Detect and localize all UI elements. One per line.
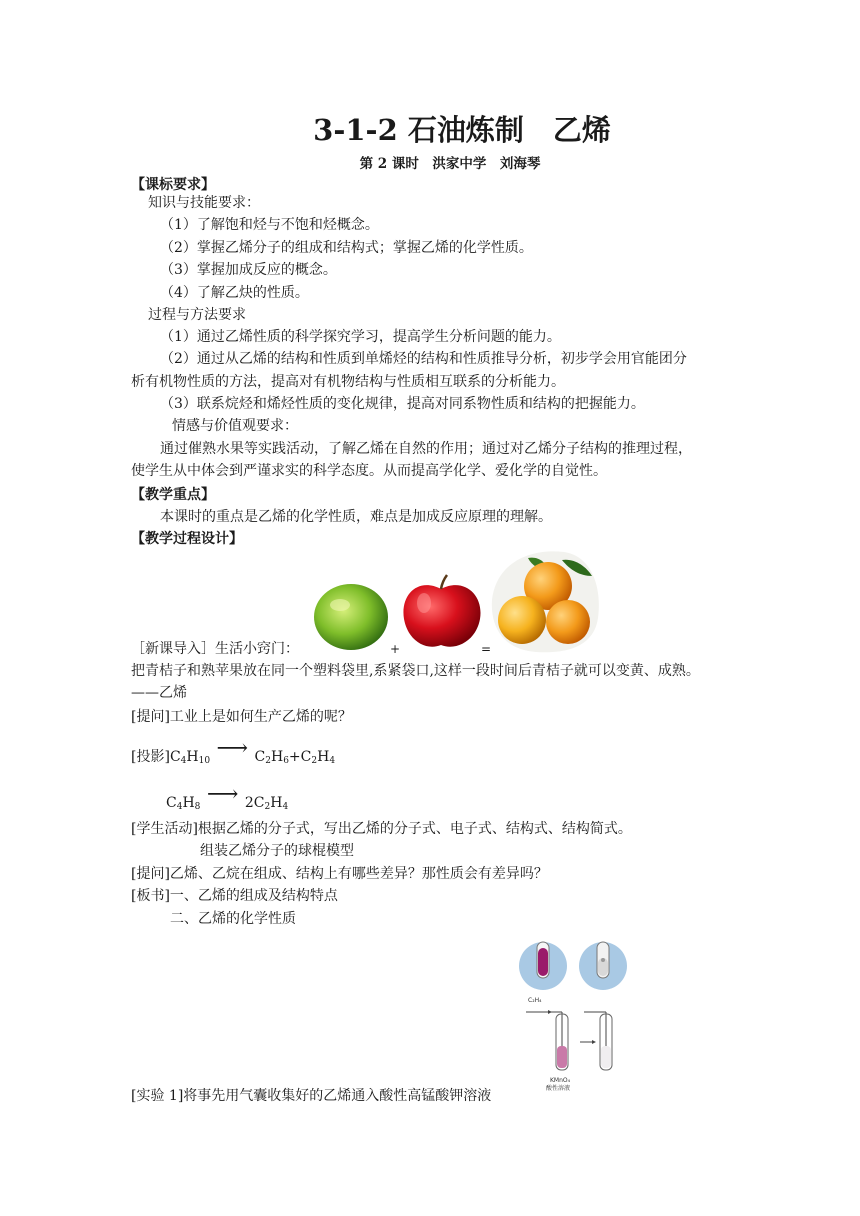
eq2-right-n2: 4 xyxy=(282,802,289,812)
projection-label: [投影] xyxy=(131,749,170,765)
board-note-1: [板书]一、乙烯的组成及结构特点 xyxy=(131,888,338,904)
eq1-right-c: C xyxy=(254,749,266,765)
equation-2 xyxy=(166,782,289,818)
section-process-heading: 【教学过程设计】 xyxy=(131,531,243,547)
kmno4-experiment-illustration xyxy=(510,940,640,1100)
eq1-right-h: H xyxy=(270,749,284,765)
eq1-right-n3: 2 xyxy=(311,756,318,766)
red-apple-image xyxy=(398,573,484,651)
equals-sign: = xyxy=(481,642,492,656)
intro-text: 把青桔子和熟苹果放在同一个塑料袋里,系紧袋口,这样一段时间后青桔子就可以变黄、成熟。 xyxy=(131,663,700,679)
eq1-left-n1: 4 xyxy=(180,756,187,766)
section-key-heading: 【教学重点】 xyxy=(131,487,215,503)
eq1-left-h: H xyxy=(186,749,199,765)
board-note-2: 二、乙烯的化学性质 xyxy=(170,911,296,927)
ripe-oranges-image xyxy=(488,548,602,654)
eq2-left-c: C xyxy=(166,795,177,811)
process-item: 析有机物性质的方法，提高对有机物结构与性质相互联系的分析能力。 xyxy=(131,374,565,390)
plus-sign: + xyxy=(390,642,401,656)
question-2: [提问]乙烯、乙烷在组成、结构上有哪些差异？那性质会有差异吗？ xyxy=(131,866,548,882)
knowledge-heading: 知识与技能要求： xyxy=(148,195,260,211)
emotion-text: 通过催熟水果等实践活动，了解乙烯在自然的作用；通过对乙烯分子结构的推理过程， xyxy=(160,441,692,457)
question-1: [提问]工业上是如何生产乙烯的呢？ xyxy=(131,709,352,725)
knowledge-item: （3）掌握加成反应的概念。 xyxy=(160,262,337,278)
equation-1 xyxy=(131,736,336,772)
student-activity: [学生活动]根据乙烯的分子式，写出乙烯的分子式、电子式、结构式、结构简式。 xyxy=(131,821,632,837)
knowledge-item: （4）了解乙炔的性质。 xyxy=(160,285,309,301)
process-item: （3）联系烷烃和烯烃性质的变化规律，提高对同系物性质和结构的把握能力。 xyxy=(160,396,645,412)
reagent-label-2: 酸性溶液 xyxy=(546,1085,571,1092)
page-subtitle: 第 2 课时 洪家中学 刘海琴 xyxy=(359,156,541,172)
knowledge-item: （1）了解饱和烃与不饱和烃概念。 xyxy=(160,217,379,233)
eq1-right-n2: 6 xyxy=(283,756,289,766)
student-activity-2: 组装乙烯分子的球棍模型 xyxy=(200,843,354,859)
eq1-left-c: C xyxy=(169,749,181,765)
emotion-heading: 情感与价值观要求： xyxy=(172,418,298,434)
emotion-text: 使学生从中体会到严谨求实的科学态度。从而提高学化学、爱化学的自觉性。 xyxy=(131,463,607,479)
knowledge-item: （2）掌握乙烯分子的组成和结构式；掌握乙烯的化学性质。 xyxy=(160,240,533,256)
eq1-right-n1: 2 xyxy=(265,756,271,766)
experiment-1: [实验 1]将事先用气囊收集好的乙烯通入酸性高锰酸钾溶液 xyxy=(131,1088,492,1104)
eq2-left-n1: 4 xyxy=(176,802,183,812)
eq2-left-h: H xyxy=(182,795,195,811)
eq2-right-h: H xyxy=(270,795,283,811)
gas-label: C₂H₄ xyxy=(528,997,542,1004)
eq2-right-n1: 2 xyxy=(264,802,271,812)
eq1-right-plus-c: +C xyxy=(288,749,312,765)
section-standards-heading: 【课标要求】 xyxy=(131,177,215,193)
reagent-label: KMnO₄ xyxy=(550,1077,571,1084)
green-orange-image xyxy=(310,580,392,652)
eq1-right-h2: H xyxy=(317,749,330,765)
process-item: （1）通过乙烯性质的科学探究学习，提高学生分析问题的能力。 xyxy=(160,329,561,345)
eq1-left-n2: 10 xyxy=(198,756,211,766)
eq2-right-c: 2C xyxy=(244,795,265,811)
eq1-right-n4: 4 xyxy=(329,756,336,766)
intro-answer: ——乙烯 xyxy=(131,685,187,701)
process-heading: 过程与方法要求 xyxy=(148,307,246,323)
page-title: 3-1-2 石油炼制 乙烯 xyxy=(313,113,611,147)
intro-label: ［新课导入］生活小窍门： xyxy=(131,641,299,657)
right-arrow-icon: ⟶ xyxy=(216,736,249,761)
right-arrow-icon: ⟶ xyxy=(206,782,239,807)
eq2-left-n2: 8 xyxy=(194,802,201,812)
process-item: （2）通过从乙烯的结构和性质到单烯烃的结构和性质推导分析，初步学会用官能团分 xyxy=(160,351,687,367)
key-text: 本课时的重点是乙烯的化学性质，难点是加成反应原理的理解。 xyxy=(160,509,552,525)
